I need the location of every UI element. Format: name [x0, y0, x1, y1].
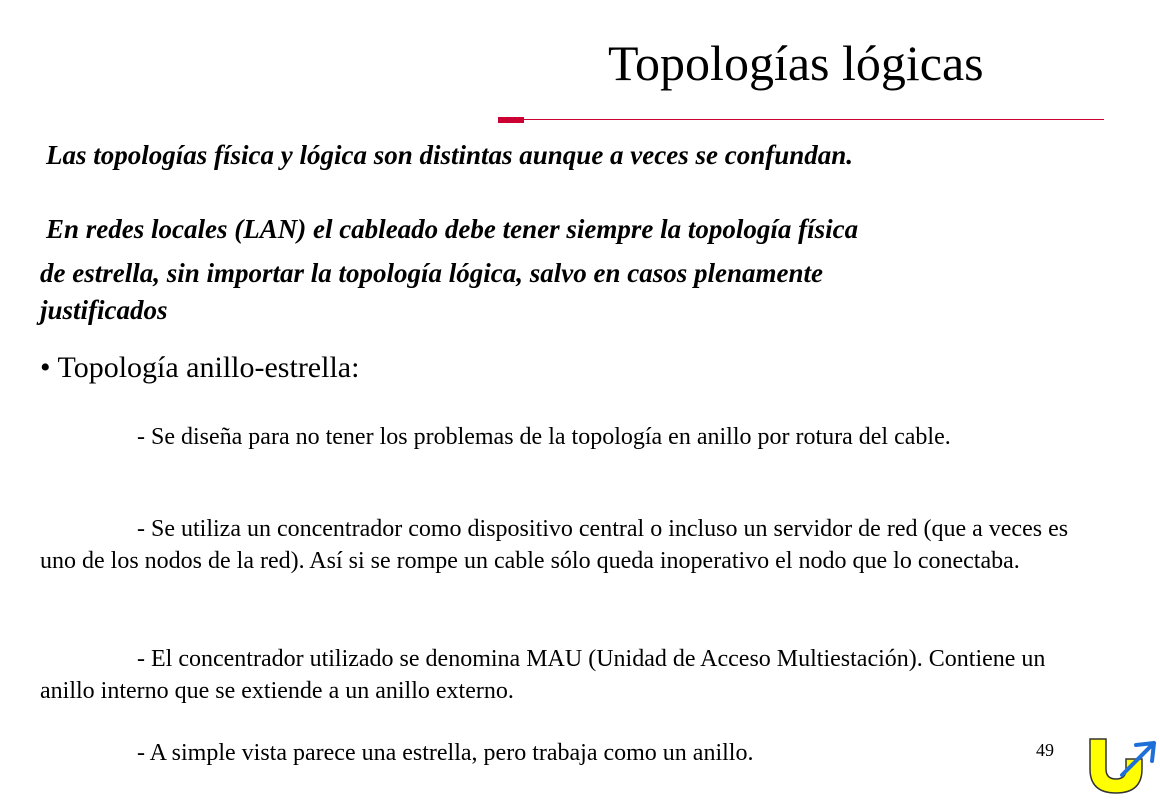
paragraph-3	[40, 643, 1100, 707]
paragraph-1-first: - Se diseña para no tener los problemas de la topología en anillo por rotura	[137, 424, 853, 450]
title-accent-bar	[498, 117, 524, 123]
intro-line-1: Las topologías física y lógica son distintas aunque a veces se confundan.	[46, 140, 854, 170]
intro-line-2: En redes locales (LAN) el cableado debe tener siempre la topología física	[46, 214, 859, 244]
return-arrow-icon[interactable]	[1084, 735, 1156, 795]
paragraph-3-rest: Multiestación). Contiene un anillo interno que se extiende a un anillo externo.	[40, 646, 1046, 704]
page-number: 49	[1036, 740, 1054, 760]
paragraph-2-rest: de red (que a veces es uno de los nodos de la red). Así si se rompe un cable sólo queda inoperativo el nodo que lo conectaba.	[40, 516, 1069, 574]
intro-line-3: de estrella, sin importar la topología lógica, salvo en casos plenamente	[40, 258, 823, 288]
return-arrow-u-shape	[1090, 739, 1142, 793]
slide-title: Topologías lógicas	[608, 35, 984, 91]
paragraph-2-first: - Se utiliza un concentrador como dispositivo central o incluso un servidor	[137, 516, 853, 542]
intro-line-4: justificados	[40, 295, 168, 325]
paragraph-4	[40, 737, 1100, 769]
paragraph-1	[40, 421, 1100, 453]
paragraph-1-rest: del cable.	[858, 424, 951, 450]
bullet-heading: • Topología anillo-estrella:	[40, 351, 360, 384]
paragraph-2	[40, 513, 1100, 577]
title-underline	[524, 119, 1104, 120]
paragraph-4-first: - A simple vista parece una estrella, pero trabaja como un anillo.	[137, 740, 754, 766]
paragraph-3-first: - El concentrador utilizado se denomina MAU (Unidad de Acceso	[137, 646, 771, 672]
